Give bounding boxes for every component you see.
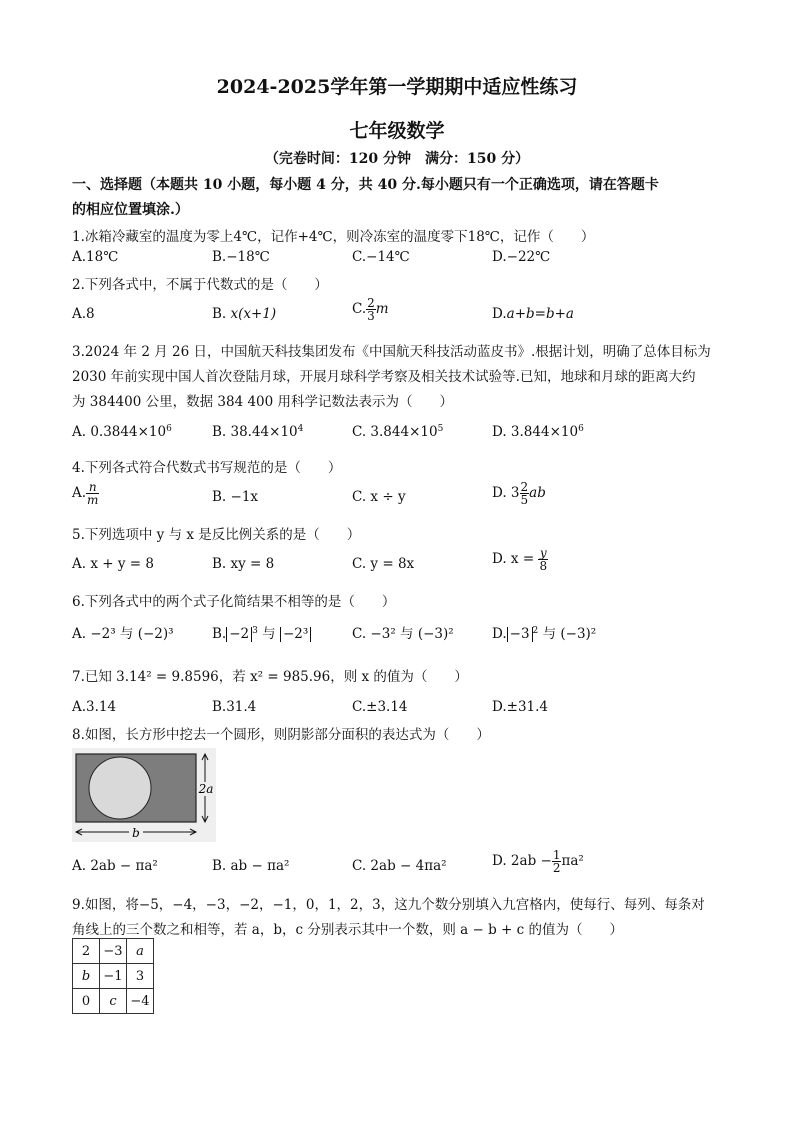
q2-option-d: D.a+b=b+a bbox=[492, 306, 574, 322]
q7-option-d: D.±31.4 bbox=[492, 699, 549, 715]
q4-option-a: A. $\frac{n}{m}$ bbox=[72, 480, 99, 507]
grid-cell: b bbox=[73, 964, 100, 989]
absolute-value: −3 bbox=[507, 627, 533, 642]
absolute-value: −2³ bbox=[280, 627, 311, 642]
exam-info: （完卷时间：120 分钟 满分：150 分） bbox=[264, 151, 530, 167]
grid-cell: 2 bbox=[73, 939, 100, 964]
q4-option-d: D. 3 $\frac{2}{5}$ ab bbox=[492, 480, 546, 507]
q3-option-c: C. $3.844\times 10^5$ bbox=[352, 424, 444, 440]
q6-option-d: D. −3 $^2$ 与 (−3)² bbox=[492, 626, 597, 642]
fraction: $\frac{y}{8}$ bbox=[539, 546, 548, 573]
q8-option-a: A. 2ab − πa² bbox=[72, 858, 158, 874]
q5-option-b: B. xy = 8 bbox=[212, 556, 275, 572]
absolute-value: −2 bbox=[226, 627, 252, 642]
q4-option-b: B. −1x bbox=[212, 489, 259, 505]
q7-stem: 7.已知 3.14² = 9.8596，若 x² = 985.96，则 x 的值为（ ） bbox=[72, 669, 468, 685]
q8-option-c: C. 2ab − 4πa² bbox=[352, 858, 447, 874]
q3-option-a: A. $0.3844\times 10^6$ bbox=[72, 424, 172, 440]
width-label: b bbox=[132, 826, 140, 840]
q8-option-b: B. ab − πa² bbox=[212, 858, 290, 874]
q3-option-b: B. $38.44\times 10^4$ bbox=[212, 424, 304, 440]
grid-cell: −3 bbox=[100, 939, 127, 964]
grid-row bbox=[73, 989, 154, 1014]
grid-cell: −1 bbox=[100, 964, 127, 989]
q6-option-c: C. −3² 与 (−3)² bbox=[352, 626, 454, 642]
q8-rectangle-figure bbox=[72, 748, 216, 842]
q2-stem: 2.下列各式中，不属于代数式的是（ ） bbox=[72, 277, 328, 293]
q6-option-b: B. −2 $^3$ 与 −2³ bbox=[212, 622, 311, 642]
grid-cell: 3 bbox=[127, 964, 154, 989]
q5-option-c: C. y = 8x bbox=[352, 556, 415, 572]
section-heading-line1: 一、选择题（本题共 10 小题，每小题 4 分，共 40 分.每小题只有一个正确选项，请在答题卡 bbox=[72, 177, 659, 193]
grid-cell: a bbox=[127, 939, 154, 964]
fraction: $\frac{n}{m}$ bbox=[87, 480, 99, 507]
grid-cell: 0 bbox=[73, 989, 100, 1014]
q8-option-d: D. 2ab − $\frac{1}{2}$ πa² bbox=[492, 848, 584, 875]
q4-stem: 4.下列各式符合代数式书写规范的是（ ） bbox=[72, 460, 342, 476]
q5-option-a: A. x + y = 8 bbox=[72, 556, 154, 572]
exam-title: 2024-2025学年第一学期期中适应性练习 bbox=[216, 76, 578, 98]
fraction: $\frac{1}{2}$ bbox=[552, 848, 561, 875]
q2-option-a: A.8 bbox=[72, 306, 95, 322]
q9-line1: 9.如图，将−5，−4，−3，−2，−1，0，1，2，3，这九个数分别填入九宫格内，使每行、每列、每条对 bbox=[72, 897, 705, 913]
q1-option-c: C.−14℃ bbox=[352, 249, 410, 265]
exam-subtitle: 七年级数学 bbox=[349, 120, 445, 142]
magic-square-grid bbox=[72, 938, 154, 1014]
fraction: $\frac{2}{3}$ bbox=[367, 296, 375, 323]
height-label: 2a bbox=[198, 782, 214, 796]
q6-option-a: A. −2³ 与 (−2)³ bbox=[72, 626, 174, 642]
grid-cell: −4 bbox=[127, 989, 154, 1014]
q2-option-c: C. $\frac{2}{3}$ m bbox=[352, 296, 389, 323]
rectangle-with-hole-diagram bbox=[72, 748, 216, 842]
q1-option-b: B.−18℃ bbox=[212, 249, 270, 265]
fraction: $\frac{2}{5}$ bbox=[520, 480, 529, 507]
grid-cell: c bbox=[100, 989, 127, 1014]
q9-line2: 角线上的三个数之和相等，若 a，b，c 分别表示其中一个数，则 a − b + c 的值为（ ） bbox=[72, 922, 623, 938]
q3-line1: 3.2024 年 2 月 26 日，中国航天科技集团发布《中国航天科技活动蓝皮书》.根据计划，明确了总体目标为 bbox=[72, 344, 711, 360]
q5-option-d: D. x = $\frac{y}{8}$ bbox=[492, 546, 548, 573]
q7-option-c: C.±3.14 bbox=[352, 699, 408, 715]
q4-option-c: C. x ÷ y bbox=[352, 489, 406, 505]
grid-row bbox=[73, 964, 154, 989]
q3-line3: 为 384400 公里，数据 384 400 用科学记数法表示为（ ） bbox=[72, 394, 454, 410]
grid-row bbox=[73, 939, 154, 964]
q3-line2: 2030 年前实现中国人首次登陆月球，开展月球科学考察及相关技术试验等.已知，地球和月球的距离大约 bbox=[72, 369, 696, 385]
q1-option-d: D.−22℃ bbox=[492, 249, 551, 265]
q8-stem: 8.如图，长方形中挖去一个圆形，则阴影部分面积的表达式为（ ） bbox=[72, 727, 490, 743]
q2-option-b: B. x(x+1) bbox=[212, 306, 277, 322]
removed-circle bbox=[89, 757, 151, 819]
q1-option-a: A.18℃ bbox=[72, 249, 119, 265]
q1-stem: 1.冰箱冷藏室的温度为零上4℃，记作+4℃，则冷冻室的温度零下18℃，记作（ ） bbox=[72, 229, 595, 245]
q6-stem: 6.下列各式中的两个式子化简结果不相等的是（ ） bbox=[72, 594, 396, 610]
q7-option-b: B.31.4 bbox=[212, 699, 257, 715]
q3-option-d: D. $3.844\times 10^6$ bbox=[492, 424, 584, 440]
section-heading-line2: 的相应位置填涂.） bbox=[72, 202, 189, 218]
q5-stem: 5.下列选项中 y 与 x 是反比例关系的是（ ） bbox=[72, 527, 361, 543]
q7-option-a: A.3.14 bbox=[72, 699, 117, 715]
